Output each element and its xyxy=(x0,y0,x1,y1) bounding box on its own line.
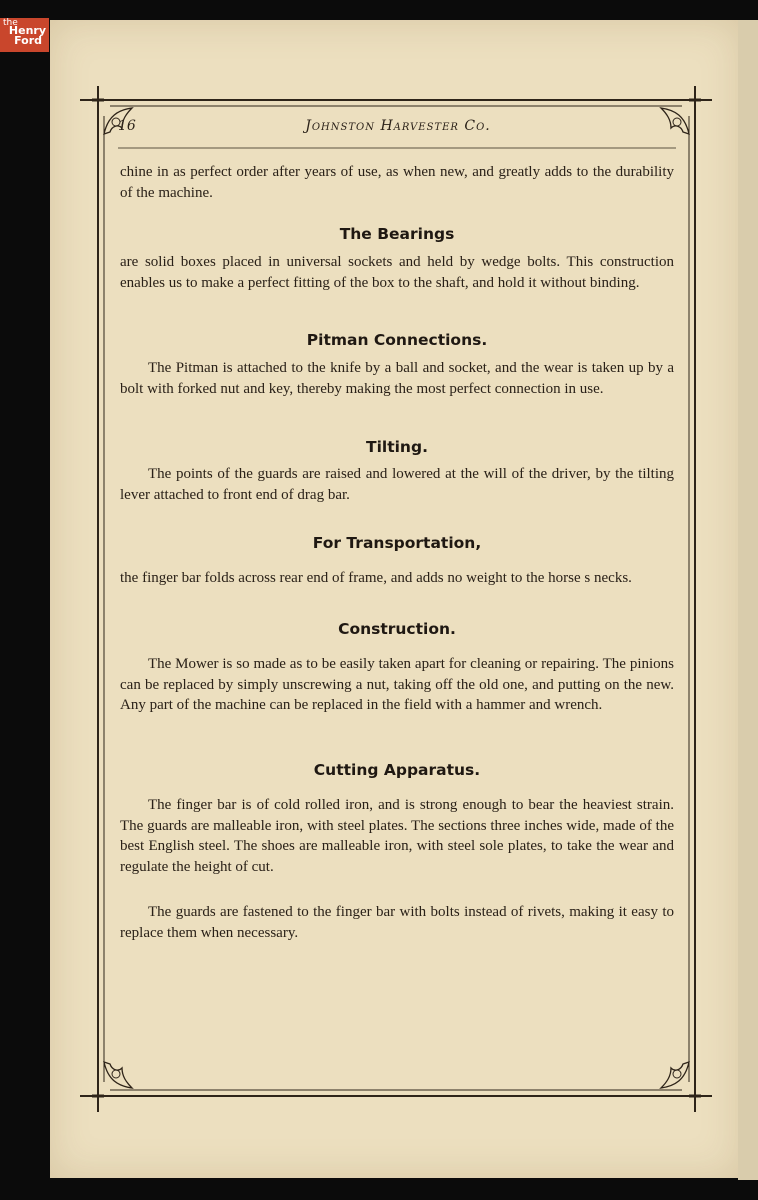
paragraph-guards: The guards are fastened to the finger bar with bolts instead of rivets, making it easy to replace them when necessary. xyxy=(120,904,674,941)
henry-ford-logo: the Henry Ford xyxy=(0,18,49,52)
paragraph-construction: The Mower is so made as to be easily taken apart for cleaning or repairing. The pinions can be replaced by simply unscrewing a nut, taking off the old one, and putting on the new. Any part of the machine can be replaced in the field with a hammer and wrench. xyxy=(120,656,674,713)
paragraph-cutting-apparatus: The finger bar is of cold rolled iron, and is strong enough to bear the heaviest strain. The guards are malleable iron, with steel plates. The sections three inches wide, made of the best English steel. The shoes are malleable iron, with steel sole plates, to take the wear and regulate the height of cut. xyxy=(120,797,674,875)
paragraph-transportation: the finger bar folds across rear end of frame, and adds no weight to the horse s necks. xyxy=(120,570,632,586)
heading-tilting: Tilting. xyxy=(366,438,428,456)
running-head: Johnston Harvester Co. xyxy=(305,118,491,134)
paragraph-tilting: The points of the guards are raised and lowered at the will of the driver, by the tilting lever attached to front end of drag bar. xyxy=(120,466,674,503)
heading-construction: Construction. xyxy=(338,620,456,638)
heading-bearings: The Bearings xyxy=(339,225,455,243)
page-header xyxy=(118,118,678,140)
paragraph-pitman: The Pitman is attached to the knife by a ball and socket, and the wear is taken up by a bolt with forked nut and key, thereby making the most perfect connection in use. xyxy=(120,360,674,397)
heading-cutting-apparatus: Cutting Apparatus. xyxy=(313,761,481,779)
page-number: 16 xyxy=(118,118,136,134)
heading-transportation: For Transportation, xyxy=(312,534,482,552)
heading-pitman: Pitman Connections. xyxy=(306,331,488,349)
paragraph-bearings: are solid boxes placed in universal sockets and held by wedge bolts. This construction enables us to make a perfect fitting of the box to the shaft, and hold it without binding. xyxy=(120,254,674,291)
paragraph-continuation: chine in as perfect order after years of use, as when new, and greatly adds to the durability of the machine. xyxy=(120,164,674,201)
